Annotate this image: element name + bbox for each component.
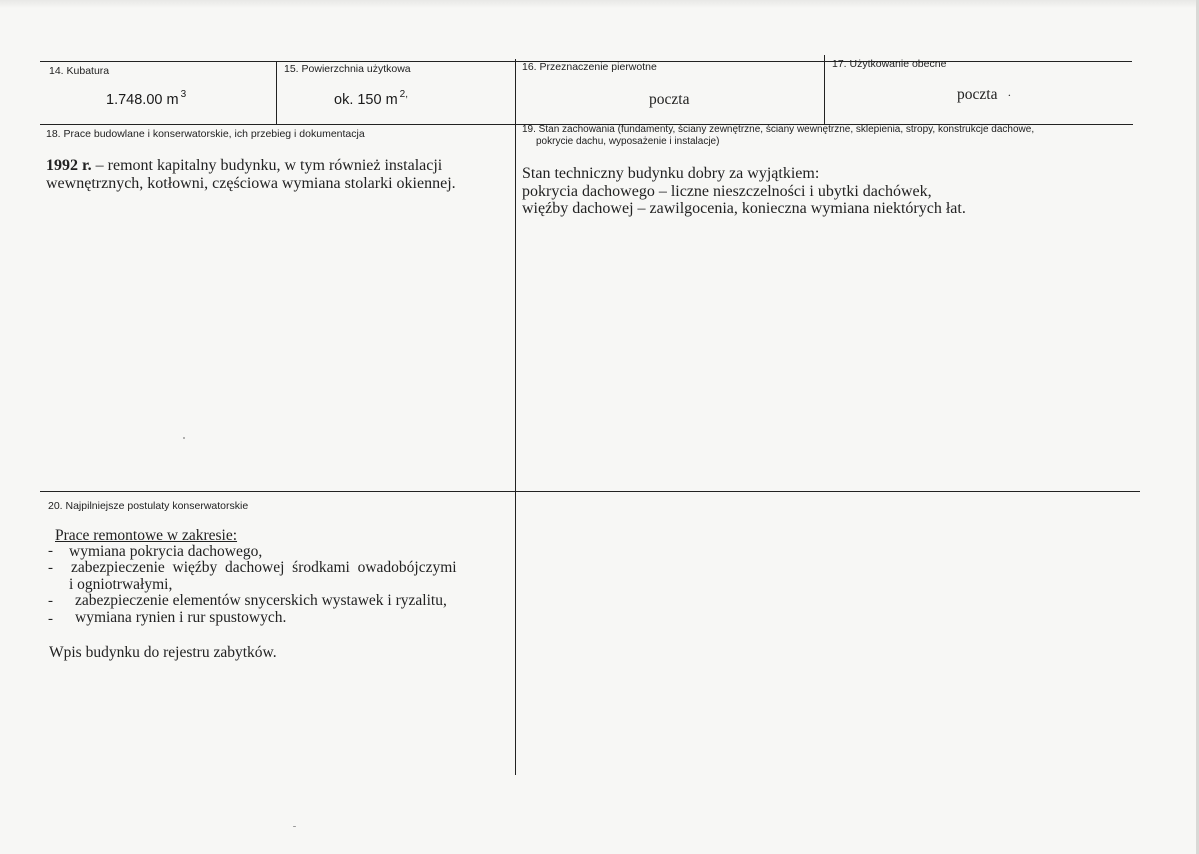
rule-col-a bbox=[276, 61, 277, 124]
field-14-number: 1.748.00 m bbox=[106, 92, 179, 108]
field-17-value bbox=[957, 86, 1011, 104]
field-17-mark: · bbox=[1007, 88, 1012, 102]
field-19-line-2: pokrycia dachowego – liczne nieszczelności i ubytki dachówek, bbox=[522, 183, 932, 200]
field-20-item-1: wymiana pokrycia dachowego, bbox=[69, 543, 263, 560]
field-18-label: 18. Prace budowlane i konserwatorskie, ich przebieg i dokumentacja bbox=[46, 128, 365, 140]
field-20-item-2: zabezpieczenie więźby dachowej środkami owadobójczymi bbox=[71, 559, 457, 576]
field-18-line-2: wewnętrznych, kotłowni, częściowa wymiana stolarki okiennej. bbox=[46, 175, 456, 192]
field-20-dash-1: - bbox=[48, 543, 53, 559]
rule-col-b bbox=[515, 59, 516, 775]
field-14-label: 14. Kubatura bbox=[49, 65, 110, 77]
field-17-text: poczta bbox=[957, 86, 998, 103]
field-15-value bbox=[334, 89, 409, 108]
field-19-line-3: więźby dachowej – zawilgocenia, konieczna wymiana niektórych łat. bbox=[522, 200, 966, 217]
field-20-item-3: zabezpieczenie elementów snycerskich wystawek i ryzalitu, bbox=[75, 592, 447, 609]
field-20-dash-4: - bbox=[48, 611, 53, 627]
field-15-number: ok. 150 m bbox=[334, 92, 398, 108]
field-20-heading: Prace remontowe w zakresie: bbox=[55, 527, 238, 544]
field-19-line-1: Stan techniczny budynku dobry za wyjątkiem: bbox=[522, 165, 820, 182]
rule-col-c bbox=[824, 55, 825, 124]
field-20-footer: Wpis budynku do rejestru zabytków. bbox=[49, 644, 277, 661]
field-15-label: 15. Powierzchnia użytkowa bbox=[284, 63, 411, 75]
field-16-label: 16. Przeznaczenie pierwotne bbox=[522, 61, 657, 73]
field-18-line-1-text: – remont kapitalny budynku, w tym również instalacji bbox=[91, 157, 443, 174]
field-16-value: poczta bbox=[649, 91, 690, 108]
field-14-value bbox=[106, 89, 187, 108]
field-19-label-line-2: pokrycie dachu, wyposażenie i instalacje) bbox=[536, 136, 720, 147]
field-18-line-1 bbox=[46, 157, 442, 175]
rule-row3 bbox=[40, 491, 1140, 492]
field-18-year: 1992 r. bbox=[46, 157, 92, 174]
field-20-item-2-cont: i ogniotrwałymi, bbox=[69, 576, 173, 593]
field-20-label: 20. Najpilniejsze postulaty konserwatorskie bbox=[48, 500, 249, 512]
field-19-label-line-1: 19. Stan zachowania (fundamenty, ściany zewnętrzne, ściany wewnętrzne, sklepienia, stropy, konstrukcje dachowe, bbox=[522, 124, 1035, 135]
scan-speck bbox=[293, 826, 296, 827]
field-17-label: 17. Użytkowanie obecne bbox=[832, 58, 947, 70]
scan-edge bbox=[0, 0, 1199, 8]
field-20-item-4: wymiana rynien i rur spustowych. bbox=[75, 609, 287, 626]
scan-speck bbox=[183, 437, 185, 439]
field-20-dash-2: - bbox=[48, 560, 53, 576]
field-14-sup: 3 bbox=[180, 89, 187, 100]
field-15-sup: 2, bbox=[399, 89, 409, 100]
field-20-dash-3: - bbox=[48, 593, 53, 609]
